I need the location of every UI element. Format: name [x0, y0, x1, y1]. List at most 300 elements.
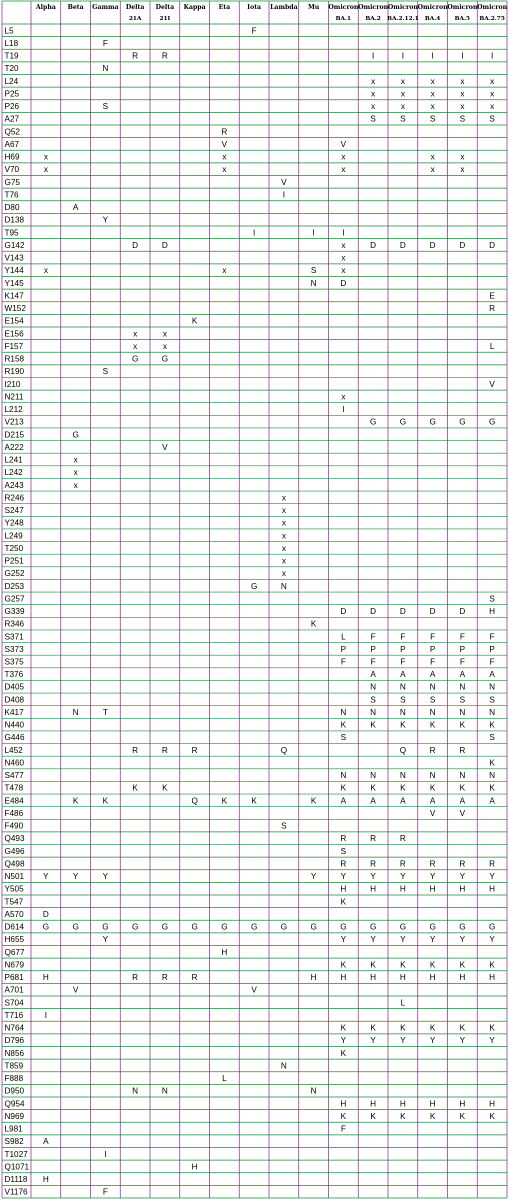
- mutation-cell: G: [459, 922, 466, 932]
- mutation-cell: G: [340, 922, 347, 932]
- mutation-cell: N: [429, 771, 436, 781]
- mutation-label: Y144: [4, 266, 24, 276]
- table-row: [5, 834, 406, 843]
- mutation-cell: S: [459, 695, 466, 705]
- mutation-cell: x: [281, 543, 286, 553]
- table-row: [5, 607, 496, 616]
- mutation-cell: x: [341, 165, 346, 175]
- mutation-label: D80: [4, 203, 20, 213]
- table-row: [5, 910, 49, 919]
- mutation-cell: S: [340, 846, 347, 856]
- mutation-cell: K: [221, 796, 228, 806]
- mutation-label: P25: [4, 89, 20, 99]
- mutation-cell: N: [429, 682, 436, 692]
- mutation-label: L452: [4, 745, 23, 755]
- mutation-label: P251: [4, 556, 24, 566]
- table-row: [5, 796, 496, 805]
- table-row: [5, 153, 465, 162]
- table-row: [5, 998, 406, 1007]
- table-row: [5, 948, 228, 957]
- mutation-cell: Y: [459, 872, 466, 882]
- mutation-label: F486: [4, 808, 24, 818]
- table-row: [5, 872, 496, 881]
- mutation-label: T20: [4, 64, 19, 74]
- mutation-cell: K: [191, 316, 198, 326]
- mutation-label: T250: [4, 543, 24, 553]
- column-header: Iota: [247, 4, 262, 11]
- table-row: [5, 203, 79, 212]
- mutation-cell: D: [340, 607, 347, 616]
- column-header: Mu: [307, 4, 320, 11]
- mutation-label: Q1071: [4, 1162, 30, 1172]
- mutation-cell: K: [340, 1111, 347, 1121]
- mutation-cell: H: [221, 947, 228, 957]
- mutation-cell: F: [370, 632, 376, 642]
- table-row: [5, 847, 347, 856]
- mutation-label: S375: [4, 657, 24, 667]
- mutation-label: A243: [4, 480, 24, 490]
- table-row: [5, 1162, 198, 1171]
- mutation-cell: D: [459, 240, 466, 250]
- table-row: [5, 645, 496, 654]
- mutation-cell: H: [399, 884, 406, 894]
- table-row: [5, 923, 496, 932]
- mutation-cell: N: [370, 771, 377, 781]
- table-row: [5, 178, 288, 187]
- table-row: [5, 64, 109, 73]
- mutation-cell: D: [429, 240, 436, 250]
- table-row: [5, 254, 346, 263]
- mutation-cell: H: [429, 884, 436, 894]
- mutation-label: L18: [4, 38, 19, 48]
- mutation-cell: x: [133, 341, 138, 351]
- column-header: Lambda: [270, 4, 298, 11]
- mutation-cell: F: [251, 26, 257, 36]
- mutation-cell: x: [371, 102, 376, 112]
- mutation-cell: K: [72, 796, 79, 806]
- mutation-cell: K: [400, 960, 406, 970]
- mutation-cell: S: [102, 102, 109, 112]
- mutation-label: T478: [4, 783, 24, 793]
- mutation-cell: L: [400, 998, 406, 1008]
- mutation-cell: F: [340, 1124, 346, 1134]
- mutation-cell: I: [490, 51, 494, 61]
- mutation-cell: D: [489, 240, 496, 250]
- mutation-cell: x: [281, 518, 286, 528]
- mutation-cell: I: [342, 228, 345, 238]
- column-subheader: 21I: [159, 16, 171, 22]
- mutation-cell: R: [191, 745, 198, 755]
- mutation-cell: G: [280, 922, 288, 932]
- mutation-cell: K: [400, 783, 406, 793]
- mutation-cell: R: [399, 859, 406, 869]
- mutation-label: Y145: [4, 278, 24, 288]
- mutation-label: Q677: [4, 947, 25, 957]
- mutation-label: T376: [4, 670, 24, 680]
- mutation-cell: G: [161, 922, 169, 932]
- mutation-cell: V: [459, 808, 466, 818]
- mutation-cell: R: [489, 859, 496, 869]
- column-subheader: BA.1: [335, 16, 352, 22]
- mutation-cell: K: [429, 1111, 436, 1121]
- mutation-cell: N: [459, 771, 466, 781]
- mutation-cell: V: [281, 177, 287, 187]
- mutation-cell: x: [281, 531, 286, 541]
- mutation-label: R158: [4, 354, 25, 364]
- mutation-cell: F: [400, 632, 406, 642]
- mutation-cell: Y: [429, 872, 436, 882]
- mutation-label: V143: [4, 253, 24, 263]
- mutation-label: P26: [4, 102, 20, 112]
- mutation-cell: x: [281, 556, 286, 566]
- mutation-label: Q498: [4, 859, 25, 869]
- table-row: [5, 1099, 496, 1108]
- mutation-label: L242: [4, 468, 23, 478]
- mutation-cell: x: [430, 76, 435, 86]
- mutation-cell: G: [310, 922, 317, 932]
- table-row: [5, 670, 496, 679]
- mutation-label: L241: [4, 455, 23, 465]
- mutation-cell: K: [489, 720, 495, 730]
- mutation-cell: A: [429, 796, 436, 806]
- mutation-label: S704: [4, 998, 24, 1008]
- mutation-cell: F: [102, 38, 108, 48]
- mutation-cell: D: [399, 607, 406, 616]
- mutation-cell: Q: [280, 745, 288, 755]
- table-row: [5, 582, 287, 591]
- mutation-cell: H: [459, 973, 466, 983]
- mutation-cell: G: [250, 922, 258, 932]
- mutation-cell: G: [221, 922, 228, 932]
- mutation-cell: x: [73, 455, 78, 465]
- mutation-cell: V: [489, 379, 495, 389]
- table-row: [5, 746, 466, 755]
- mutation-label: A27: [4, 114, 20, 124]
- column-header: Gamma: [92, 4, 119, 11]
- mutation-cell: H: [191, 1162, 198, 1172]
- mutation-label: R346: [4, 619, 25, 629]
- mutation-cell: A: [340, 796, 347, 806]
- mutation-cell: Y: [400, 935, 406, 945]
- mutation-cell: x: [73, 480, 78, 490]
- mutation-cell: x: [133, 329, 138, 339]
- mutation-cell: N: [340, 707, 347, 717]
- mutation-cell: A: [429, 670, 436, 680]
- mutation-label: T547: [4, 897, 24, 907]
- mutation-cell: L: [341, 632, 346, 642]
- table-row: [5, 695, 496, 704]
- mutation-cell: N: [399, 771, 406, 781]
- mutation-cell: G: [72, 922, 79, 932]
- column-header: Omicron: [417, 4, 448, 11]
- table-row: [5, 809, 466, 818]
- mutation-cell: A: [370, 670, 376, 680]
- mutation-cell: V: [340, 139, 347, 149]
- mutation-cell: L: [489, 341, 495, 351]
- mutation-label: S982: [4, 1137, 24, 1147]
- table-row: [5, 1011, 48, 1020]
- mutation-cell: Y: [400, 872, 406, 882]
- mutation-cell: P: [459, 644, 466, 654]
- mutation-cell: N: [72, 707, 79, 717]
- mutation-cell: F: [459, 632, 465, 642]
- mutation-cell: R: [340, 834, 347, 844]
- mutation-cell: N: [310, 1086, 317, 1096]
- mutation-cell: R: [221, 127, 228, 137]
- mutation-cell: K: [340, 1023, 347, 1033]
- table-row: [5, 657, 495, 666]
- mutation-cell: I: [401, 51, 405, 61]
- mutation-label: D796: [4, 1036, 25, 1046]
- mutation-cell: H: [489, 973, 496, 983]
- mutation-cell: S: [459, 114, 466, 124]
- mutation-cell: G: [42, 922, 50, 932]
- mutation-cell: x: [73, 468, 78, 478]
- mutation-label: A222: [4, 442, 24, 452]
- mutation-cell: Y: [459, 935, 466, 945]
- mutation-cell: x: [490, 102, 495, 112]
- table-row: [5, 89, 495, 98]
- mutation-cell: Y: [102, 215, 109, 225]
- mutation-label: R190: [4, 367, 25, 377]
- mutation-cell: x: [460, 102, 465, 112]
- table-row: [5, 405, 345, 414]
- mutation-label: N969: [4, 1111, 25, 1121]
- mutation-cell: G: [369, 922, 377, 932]
- mutation-cell: A: [72, 203, 79, 213]
- mutation-cell: G: [161, 354, 169, 364]
- table-row: [5, 620, 317, 629]
- mutation-cell: I: [44, 1010, 48, 1020]
- mutation-label: E156: [4, 329, 24, 339]
- mutation-cell: Y: [72, 872, 79, 882]
- mutation-label: T1027: [4, 1149, 28, 1159]
- mutation-label: Q493: [4, 834, 25, 844]
- mutation-cell: x: [341, 240, 346, 250]
- table-row: [5, 544, 286, 553]
- mutation-cell: R: [340, 859, 347, 869]
- mutation-cell: Y: [429, 935, 436, 945]
- mutation-cell: H: [399, 1099, 406, 1109]
- mutation-cell: K: [459, 720, 466, 730]
- mutation-cell: S: [400, 695, 406, 705]
- table-row: [5, 683, 496, 692]
- mutation-cell: I: [312, 228, 315, 238]
- mutation-cell: G: [369, 417, 377, 427]
- mutation-cell: D: [370, 240, 377, 250]
- mutation-cell: K: [429, 960, 436, 970]
- mutation-cell: D: [132, 240, 139, 250]
- mutation-label: V1176: [4, 1187, 28, 1197]
- mutation-label: T19: [4, 51, 19, 61]
- column-header: Omicron: [477, 4, 508, 11]
- mutation-cell: x: [281, 569, 286, 579]
- mutation-cell: S: [281, 821, 287, 831]
- mutation-cell: R: [191, 973, 198, 983]
- mutation-cell: H: [310, 973, 317, 983]
- mutation-label: F157: [4, 341, 24, 351]
- table-row: [5, 1137, 50, 1146]
- mutation-cell: A: [370, 796, 376, 806]
- table-row: [5, 456, 78, 465]
- mutation-label: Q52: [4, 127, 20, 137]
- table-row: [5, 77, 495, 86]
- mutation-cell: Y: [340, 872, 347, 882]
- table-row: [5, 1024, 496, 1033]
- mutation-label: V70: [4, 165, 20, 175]
- mutation-cell: Y: [489, 872, 495, 882]
- mutation-cell: H: [489, 607, 496, 616]
- mutation-label: Y505: [4, 884, 24, 894]
- mutation-cell: x: [43, 266, 48, 276]
- mutation-cell: I: [342, 405, 345, 415]
- mutation-label: S373: [4, 644, 24, 654]
- table-row: [5, 493, 286, 502]
- mutation-cell: R: [489, 304, 496, 314]
- mutation-cell: Y: [489, 1036, 495, 1046]
- mutation-cell: x: [222, 152, 227, 162]
- header-row: [35, 4, 508, 22]
- mutation-label: G142: [4, 240, 25, 250]
- mutation-cell: x: [341, 253, 346, 263]
- mutation-cell: A: [459, 796, 466, 806]
- mutation-cell: K: [340, 720, 347, 730]
- mutation-cell: R: [161, 745, 168, 755]
- table-row: [5, 52, 494, 61]
- mutation-cell: K: [340, 960, 347, 970]
- mutation-cell: N: [489, 707, 496, 717]
- mutation-cell: F: [459, 657, 465, 667]
- mutation-cell: x: [460, 152, 465, 162]
- mutation-cell: R: [132, 745, 139, 755]
- mutation-label: L212: [4, 405, 23, 415]
- mutation-cell: K: [489, 783, 495, 793]
- table-row: [5, 897, 347, 906]
- mutation-cell: N: [370, 707, 377, 717]
- mutation-cell: G: [488, 417, 496, 427]
- table-row: [5, 127, 228, 136]
- mutation-cell: N: [102, 64, 109, 74]
- mutation-cell: A: [489, 796, 495, 806]
- mutation-cell: x: [400, 89, 405, 99]
- mutation-cell: V: [251, 985, 257, 995]
- mutation-label: A67: [4, 139, 20, 149]
- mutation-cell: K: [340, 897, 347, 907]
- mutation-cell: F: [102, 1187, 108, 1197]
- mutation-cell: x: [43, 165, 48, 175]
- mutation-cell: R: [370, 859, 377, 869]
- mutation-cell: N: [489, 682, 496, 692]
- table-row: [5, 708, 496, 717]
- mutation-cell: G: [250, 581, 258, 591]
- grid-lines: [2, 1, 507, 1198]
- table-row: [5, 380, 496, 389]
- mutation-cell: S: [489, 594, 495, 604]
- mutation-label: P681: [4, 973, 24, 983]
- table-row: [5, 102, 495, 111]
- mutation-cell: N: [489, 771, 496, 781]
- mutation-cell: K: [370, 720, 376, 730]
- mutation-cell: P: [489, 644, 495, 654]
- mutation-cell: S: [429, 695, 436, 705]
- column-header: Delta: [125, 4, 145, 11]
- mutation-cell: R: [399, 834, 406, 844]
- table-row: [5, 935, 496, 944]
- mutation-label: G257: [4, 594, 25, 604]
- mutation-cell: K: [132, 783, 138, 793]
- mutation-cell: S: [489, 114, 495, 124]
- mutation-cell: K: [429, 783, 436, 793]
- mutation-label: E484: [4, 796, 24, 806]
- table-row: [5, 822, 288, 831]
- mutation-label: L24: [4, 76, 19, 86]
- table-row: [5, 165, 465, 174]
- mutation-cell: x: [430, 152, 435, 162]
- mutation-cell: A: [43, 1137, 49, 1147]
- mutation-cell: x: [222, 266, 227, 276]
- table-row: [5, 1112, 496, 1121]
- mutation-cell: G: [399, 417, 407, 427]
- column-header: Beta: [67, 4, 84, 11]
- mutation-cell: K: [489, 960, 495, 970]
- mutation-cell: Y: [340, 935, 347, 945]
- mutation-cell: x: [490, 89, 495, 99]
- mutation-cell: x: [430, 165, 435, 175]
- mutation-cell: G: [459, 417, 466, 427]
- mutation-cell: Y: [310, 872, 317, 882]
- column-header: Omicron: [387, 4, 418, 11]
- table-row: [5, 1087, 317, 1096]
- mutation-cell: F: [430, 657, 436, 667]
- mutation-cell: N: [370, 682, 377, 692]
- table-row: [5, 317, 198, 326]
- mutation-cell: K: [370, 783, 376, 793]
- mutation-cell: K: [310, 619, 317, 629]
- mutation-cell: N: [280, 1061, 287, 1071]
- mutation-label: S371: [4, 632, 24, 642]
- mutation-label: N501: [4, 872, 25, 882]
- mutation-label: N856: [4, 1048, 25, 1058]
- mutation-cell: H: [340, 1099, 347, 1109]
- mutation-cell: Q: [191, 796, 198, 806]
- mutation-cell: N: [310, 278, 317, 288]
- mutation-cell: H: [340, 884, 347, 894]
- mutation-cell: V: [72, 985, 79, 995]
- table-row: [5, 1188, 108, 1197]
- mutation-cell: S: [102, 367, 109, 377]
- mutation-cell: P: [400, 644, 406, 654]
- mutation-cell: D: [459, 607, 466, 616]
- mutation-cell: A: [459, 670, 466, 680]
- column-header: Omicron: [328, 4, 359, 11]
- mutation-label: K147: [4, 291, 24, 301]
- mutation-label: N679: [4, 960, 25, 970]
- mutation-cell: S: [489, 733, 495, 743]
- table-row: [5, 986, 258, 995]
- mutation-cell: G: [131, 354, 139, 364]
- mutation-cell: x: [400, 102, 405, 112]
- mutation-cell: K: [400, 720, 406, 730]
- mutation-cell: x: [460, 165, 465, 175]
- mutation-cell: T: [102, 707, 108, 717]
- mutation-cell: S: [340, 733, 347, 743]
- table-row: [5, 1036, 496, 1045]
- mutation-cell: A: [489, 670, 495, 680]
- table-row: [5, 632, 495, 641]
- column-subheader: BA.4: [424, 16, 441, 22]
- mutation-cell: V: [162, 442, 168, 452]
- table-row: [5, 26, 257, 35]
